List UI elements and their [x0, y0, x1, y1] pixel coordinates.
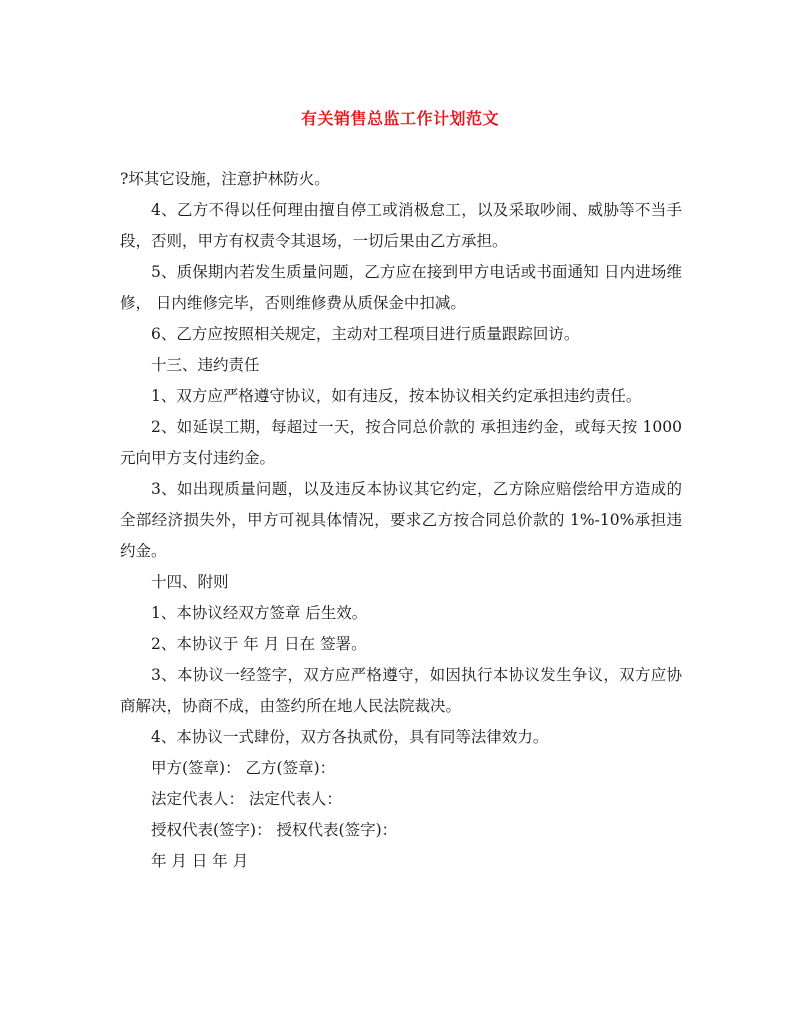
document-title: 有关销售总监工作计划范文 [300, 109, 499, 128]
paragraph-annex-3: 3、本协议一经签字，双方应严格遵守，如因执行本协议发生争议，双方应协商解决，协商不成，由签约所在地人民法院裁决。 [120, 666, 682, 715]
paragraph-breach-2: 2、如延误工期，每超过一天，按合同总价款的 承担违约金，或每天按 1000元向甲方支付违约金。 [120, 418, 682, 467]
paragraph-clause-6: 6、乙方应按照相关规定，主动对工程项目进行质量跟踪回访。 [151, 325, 580, 343]
signature-party-line: 甲方(签章)： 乙方(签章)： [151, 759, 336, 777]
section-heading-14: 十四、附则 [151, 573, 229, 591]
signature-date-line: 年 月 日 年 月 [151, 852, 249, 870]
paragraph-annex-4: 4、本协议一式肆份，双方各执贰份，具有同等法律效力。 [151, 728, 549, 746]
paragraph-clause-4: 4、乙方不得以任何理由擅自停工或消极怠工，以及采取吵闹、威胁等不当手段，否则，甲方有权责令其退场，一切后果由乙方承担。 [120, 201, 682, 250]
paragraph-annex-1: 1、本协议经双方签章 后生效。 [151, 604, 368, 622]
section-heading-13: 十三、违约责任 [151, 356, 260, 374]
paragraph-clause-5: 5、质保期内若发生质量问题，乙方应在接到甲方电话或书面通知 日内进场维修， 日内维修完毕，否则维修费从质保金中扣减。 [120, 263, 682, 312]
paragraph-continuation: ?坏其它设施，注意护林防火。 [120, 170, 330, 188]
signature-legal-rep-line: 法定代表人： 法定代表人： [151, 790, 342, 808]
signature-authorized-line: 授权代表(签字)： 授权代表(签字)： [151, 821, 398, 839]
paragraph-breach-3: 3、如出现质量问题，以及违反本协议其它约定，乙方除应赔偿给甲方造成的全部经济损失外，甲方可视具体情况，要求乙方按合同总价款的 1%-10%承担违约金。 [120, 480, 682, 560]
paragraph-breach-1: 1、双方应严格遵守协议，如有违反，按本协议相关约定承担违约责任。 [151, 387, 642, 405]
document-body [120, 164, 682, 877]
paragraph-annex-2: 2、本协议于 年 月 日在 签署。 [151, 635, 367, 653]
